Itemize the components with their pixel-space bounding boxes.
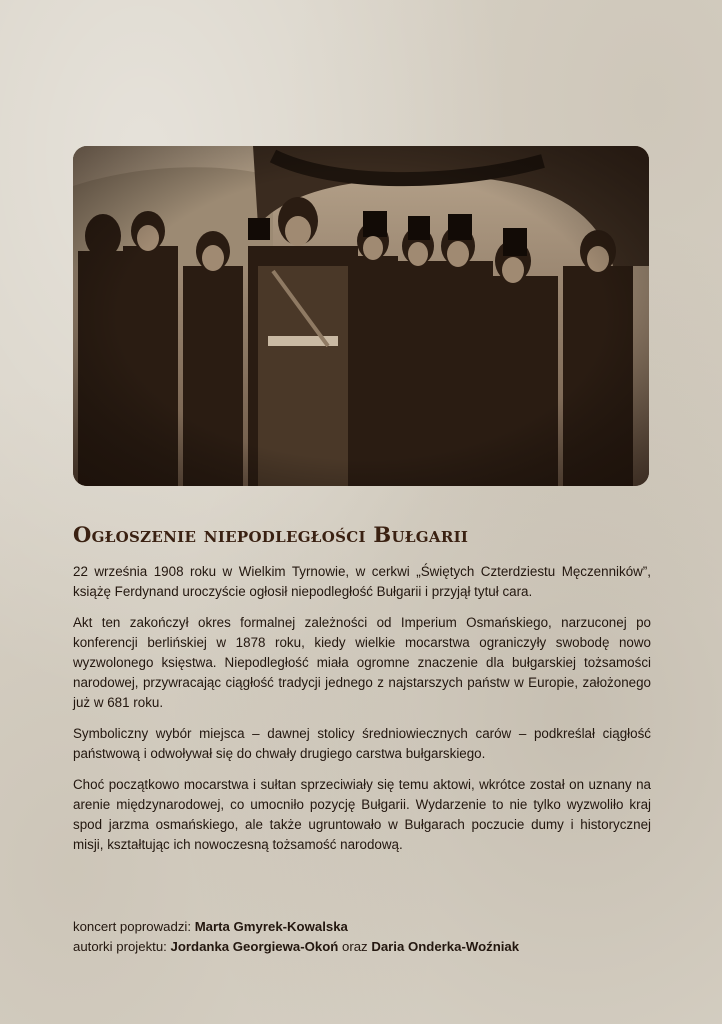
host-line xyxy=(73,917,651,937)
author-name: Daria Onderka-Woźniak xyxy=(371,939,520,954)
credits xyxy=(73,917,651,957)
crowd-photo-icon xyxy=(73,146,649,486)
host-name: Marta Gmyrek-Kowalska xyxy=(194,919,348,934)
historical-photo xyxy=(73,146,649,486)
page-title: Ogłoszenie niepodległości Bułgarii xyxy=(73,522,469,547)
authors-line xyxy=(73,937,651,957)
host-label: koncert poprowadzi: xyxy=(73,919,195,934)
paragraph: Symboliczny wybór miejsca – dawnej stolicy średniowiecznych carów – podkreślał ciągłość państwową i odwoływał się do chwały drugiego carstwa bułgarskiego. xyxy=(73,726,651,761)
authors-joiner: oraz xyxy=(338,939,372,954)
paragraph: Choć początkowo mocarstwa i sułtan sprzeciwiały się temu aktowi, wkrótce został on uznany na arenie międzynarodowej, co umocniło pozycję Bułgarii. Wydarzenie to nie tylko wyzwoliło kraj spod jarzma osmańskiego, ale także ugruntowało w Bułgarach poczucie dumy i historycznej misji, kształtując ich nowoczesną tożsamość narodową. xyxy=(73,777,651,852)
authors-label: autorki projektu: xyxy=(73,939,171,954)
article-body xyxy=(73,562,651,866)
author-name: Jordanka Georgiewa-Okoń xyxy=(170,939,339,954)
paragraph: 22 września 1908 roku w Wielkim Tyrnowie, w cerkwi „Świętych Czterdziestu Męczenników”, książę Ferdynand uroczyście ogłosił niepodległość Bułgarii i przyjął tytuł cara. xyxy=(73,564,651,599)
paragraph: Akt ten zakończył okres formalnej zależności od Imperium Osmańskiego, narzuconej po konferencji berlińskiej w 1878 roku, kiedy wielkie mocarstwa ograniczyły swobodę nowo wyzwolonego księstwa. Niepodległość miała ogromne znaczenie dla bułgarskiej tożsamości narodowej, przywracając ciągłość tradycji jednego z najstarszych państw w Europie, założonego już w 681 roku. xyxy=(73,615,651,710)
